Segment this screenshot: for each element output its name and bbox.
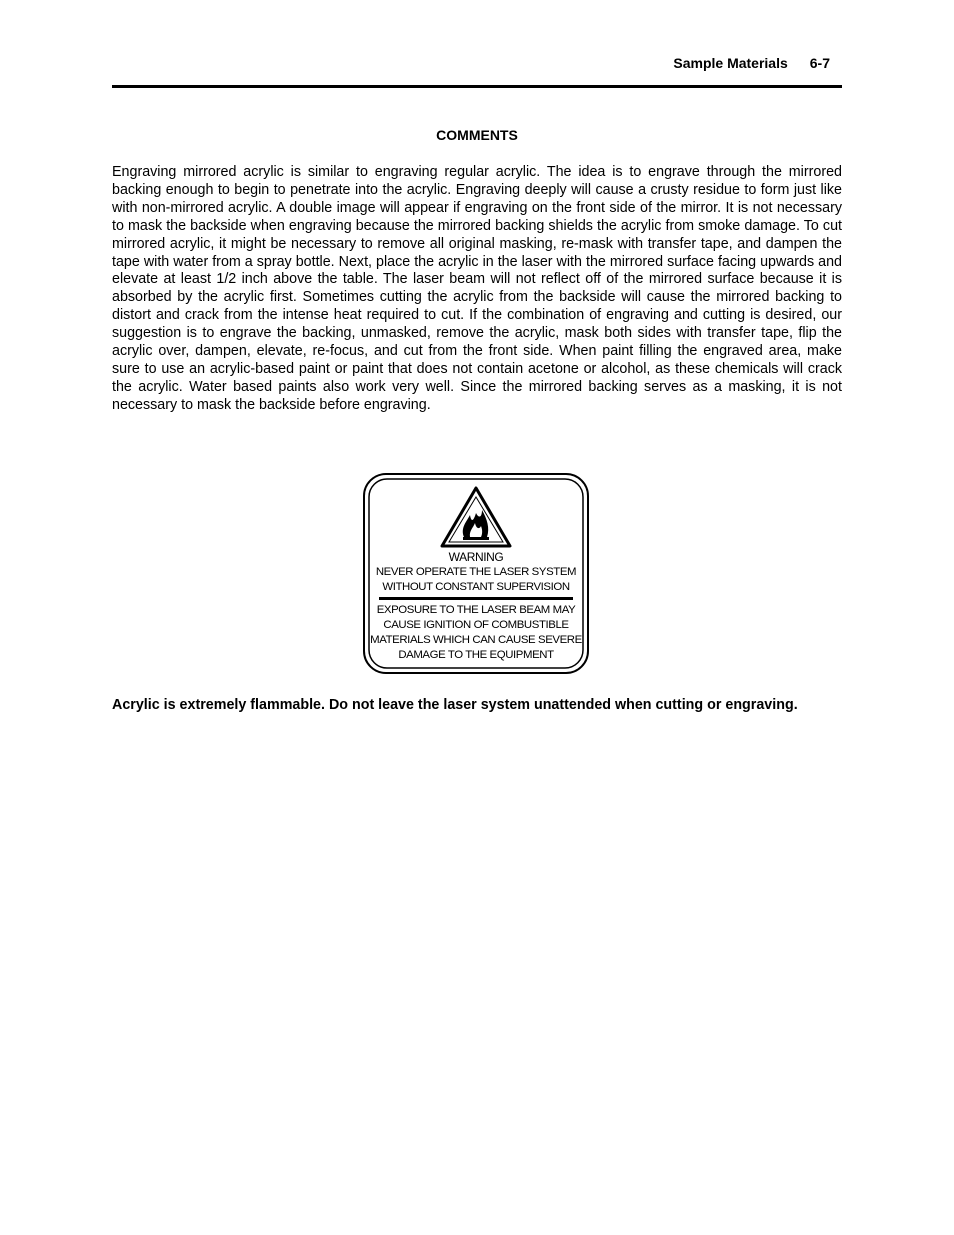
comments-paragraph: Engraving mirrored acrylic is similar to engraving regular acrylic. The idea is to engrave through the mirrored backing enough to begin to penetrate into the acrylic. Engraving deeply will cause a crusty residue to form just like with non-mirrored acrylic. A double image will appear if engraving on the front side of the mirror. It is not necessary to mask the backside when engraving because the mirrored backing shields the acrylic from smoke damage. To cut mirrored acrylic, it might be necessary to remove all original masking, re-mask with transfer tape, and dampen the tape with water from a spray bottle. Next, place the acrylic in the laser with the mirrored surface facing upwards and elevate at least 1/2 inch above the table. The laser beam will not reflect off of the mirrored surface because it is absorbed by the acrylic first. Sometimes cutting the acrylic from the backside will cause the mirrored backing to distort and crack from the intense heat required to cut. If the combination of engraving and cutting is desired, our suggestion is to engrave the backing, unmasked, remove the acrylic, mask both sides with transfer tape, flip the acrylic over, dampen, elevate, re-focus, and cut from the front side. When paint filling the engraved area, make sure to use an acrylic-based paint or paint that does not contain acetone or alcohol, as these chemicals will crack the acrylic. Water based paints also work very well. Since the mirrored backing serves as a masking, it is not necessary to mask the backside before engraving.: [112, 164, 842, 413]
page-header: [673, 55, 830, 71]
flammability-note: Acrylic is extremely flammable. Do not leave the laser system unattended when cutting or engraving.: [112, 697, 798, 713]
header-rule: [112, 85, 842, 88]
warning-line-3: EXPOSURE TO THE LASER BEAM MAY: [376, 604, 576, 616]
warning-line-1: NEVER OPERATE THE LASER SYSTEM: [375, 566, 577, 578]
header-page-number: 6-7: [809, 55, 830, 71]
warning-label: [363, 473, 589, 674]
warning-heading: WARNING: [448, 550, 504, 564]
header-section-title: Sample Materials: [673, 55, 788, 71]
warning-line-2: WITHOUT CONSTANT SUPERVISION: [382, 581, 570, 593]
warning-line-6: DAMAGE TO THE EQUIPMENT: [398, 649, 554, 661]
warning-divider: [379, 597, 573, 600]
warning-line-5: MATERIALS WHICH CAN CAUSE SEVERE: [370, 634, 582, 646]
section-title: COMMENTS: [436, 127, 518, 143]
warning-line-4: CAUSE IGNITION OF COMBUSTIBLE: [383, 619, 569, 631]
